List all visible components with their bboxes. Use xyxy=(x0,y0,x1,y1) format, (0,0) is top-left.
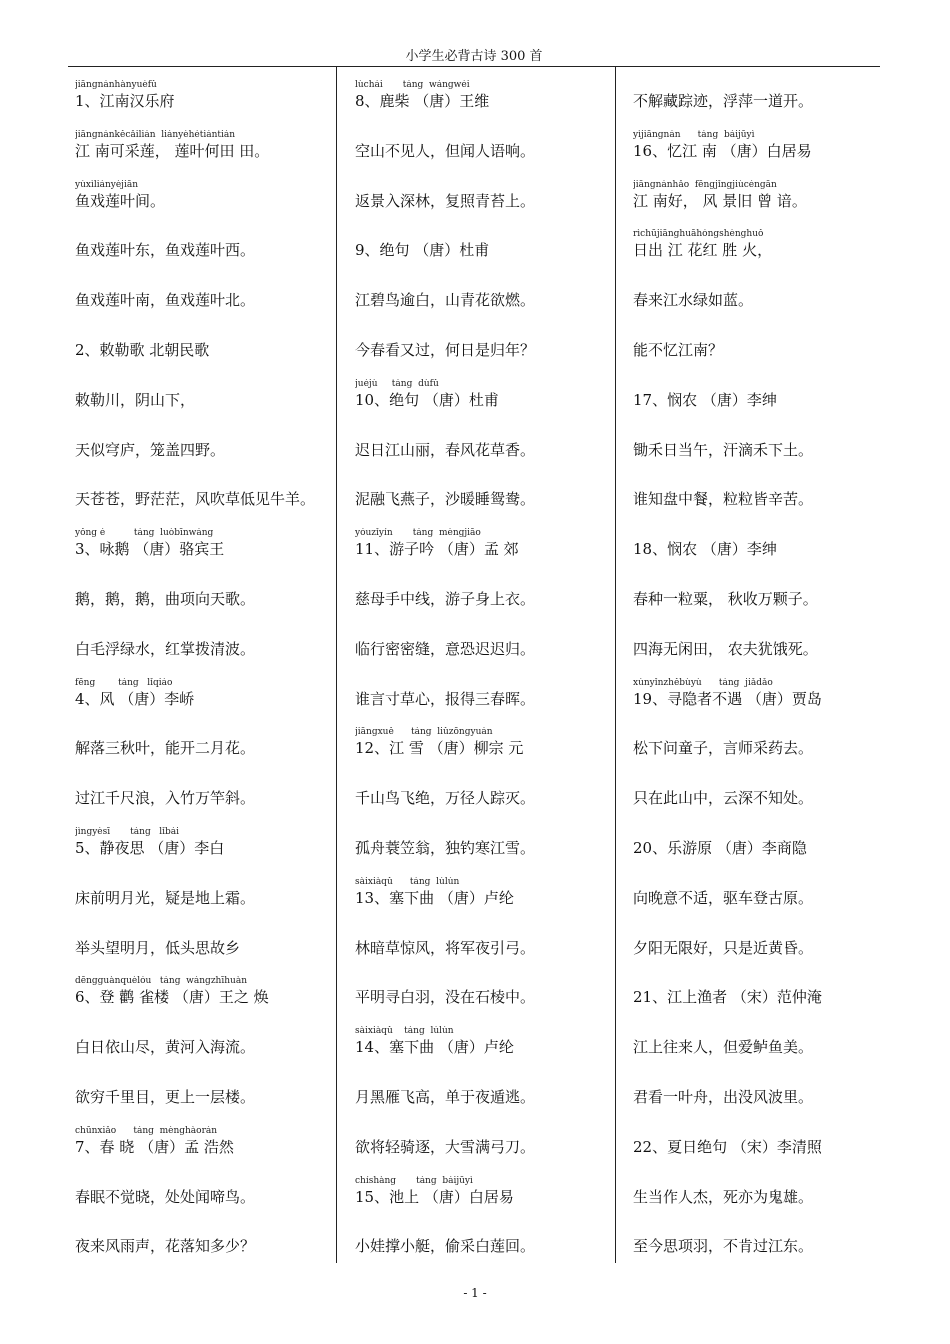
poem-title-text: 18、悯农 （唐）李绅 xyxy=(633,540,777,558)
pinyin-annotation: yúxìliányèjiān xyxy=(75,180,138,190)
poem-line-text: 白毛浮绿水，红掌拨清波。 xyxy=(75,640,256,658)
poem-line xyxy=(633,877,895,909)
poem-line-text: 谁知盘中餐，粒粒皆辛苦。 xyxy=(633,490,814,508)
poem-line xyxy=(75,1026,337,1058)
pinyin-annotation xyxy=(355,1126,617,1136)
pinyin-annotation xyxy=(75,478,337,488)
poem-line xyxy=(355,578,617,610)
poem-line-text: 小娃撑小艇，偷采白莲回。 xyxy=(355,1237,536,1255)
pinyin-annotation xyxy=(633,578,895,588)
pinyin-annotation: jiāngnánhǎo fēngjǐngjiùcéngān xyxy=(633,180,777,190)
poem-line-text: 解落三秋叶，能开二月花。 xyxy=(75,739,256,757)
page-header xyxy=(68,48,880,67)
pinyin-annotation: jiāngnánhànyuèfǔ xyxy=(75,80,157,90)
poem-line xyxy=(633,777,895,809)
poem-title-text: 12、江 雪 （唐）柳宗 元 xyxy=(355,739,524,757)
poem-line-text: 鹅，鹅，鹅，曲项向天歌。 xyxy=(75,590,256,608)
pinyin-annotation xyxy=(633,1026,895,1036)
pinyin-annotation: rìchūjiānghuāhóngshènghuǒ xyxy=(633,229,764,239)
pinyin-annotation xyxy=(75,1225,337,1235)
poem-line xyxy=(75,379,337,411)
pinyin-annotation xyxy=(355,180,617,190)
poem-line xyxy=(633,927,895,959)
poem-line xyxy=(355,628,617,660)
pinyin-annotation xyxy=(633,279,895,289)
pinyin-annotation xyxy=(355,628,617,638)
pinyin-annotation xyxy=(355,927,617,937)
poem-title-text: 21、江上渔者 （宋）范仲淹 xyxy=(633,988,822,1006)
poem-line-text: 春种一粒粟， 秋收万颗子。 xyxy=(633,590,818,608)
pinyin-annotation xyxy=(75,578,337,588)
poem-line-text: 林暗草惊风，将军夜引弓。 xyxy=(355,939,536,957)
pinyin-annotation xyxy=(633,628,895,638)
poem-title-text: 6、登 鹳 雀楼 （唐）王之 焕 xyxy=(75,988,269,1006)
pinyin-annotation: jiāngxuě táng liǔzōngyuán xyxy=(355,727,493,737)
poem-line-text: 夜来风雨声，花落知多少？ xyxy=(75,1237,256,1255)
poem-title xyxy=(75,528,337,560)
poem-title xyxy=(75,976,337,1008)
pinyin-annotation xyxy=(75,1176,337,1186)
pinyin-annotation xyxy=(75,1026,337,1036)
poem-title xyxy=(355,1026,617,1058)
poem-line-text: 今春看又过，何日是归年？ xyxy=(355,341,536,359)
poem-title xyxy=(75,1126,337,1158)
poem-line-text: 春眠不觉晓，处处闻啼鸟。 xyxy=(75,1188,256,1206)
poem-line-text: 床前明月光，疑是地上霜。 xyxy=(75,889,256,907)
poem-line xyxy=(633,1076,895,1108)
pinyin-annotation xyxy=(633,1126,895,1136)
page-number: - 1 - xyxy=(463,1286,487,1300)
poem-line-text: 夕阳无限好，只是近黄昏。 xyxy=(633,939,814,957)
poem-title-text: 15、池上 （唐）白居易 xyxy=(355,1188,514,1206)
poem-line-text: 锄禾日当午，汗滴禾下土。 xyxy=(633,441,814,459)
poem-title-text: 16、忆江 南 （唐）白居易 xyxy=(633,142,812,160)
poem-line-text: 江 南可采莲， 莲叶何田 田。 xyxy=(75,142,270,160)
poem-line xyxy=(75,279,337,311)
pinyin-annotation xyxy=(633,827,895,837)
poem-line-text: 平明寻白羽，没在石棱中。 xyxy=(355,988,536,1006)
poem-line xyxy=(355,1076,617,1108)
poem-line-text: 江碧鸟逾白，山青花欲燃。 xyxy=(355,291,536,309)
poem-line-text: 江 南好， 风 景旧 曾 谙。 xyxy=(633,192,807,210)
poem-line-text: 空山不见人，但闻人语响。 xyxy=(355,142,536,160)
poem-line-text: 敕勒川，阴山下， xyxy=(75,391,196,409)
poem-line xyxy=(633,180,895,212)
poem-line xyxy=(633,429,895,461)
poem-line xyxy=(633,578,895,610)
pinyin-annotation xyxy=(633,1076,895,1086)
pinyin-annotation: yóuzǐyín táng mèngjiāo xyxy=(355,528,481,538)
pinyin-annotation xyxy=(633,1225,895,1235)
poem-line xyxy=(355,130,617,162)
poem-title-text: 9、绝句 （唐）杜甫 xyxy=(355,241,490,259)
poem-title xyxy=(355,229,617,261)
pinyin-annotation: jìngyèsī táng lǐbái xyxy=(75,827,180,837)
poem-title-text: 14、塞下曲 （唐）卢纶 xyxy=(355,1038,514,1056)
pinyin-annotation xyxy=(355,678,617,688)
poem-line-text: 鱼戏莲叶间。 xyxy=(75,192,166,210)
pinyin-annotation xyxy=(75,777,337,787)
pinyin-annotation xyxy=(633,877,895,887)
pinyin-annotation xyxy=(75,229,337,239)
poem-title xyxy=(633,678,895,710)
poem-line xyxy=(355,329,617,361)
poem-line-text: 欲将轻骑逐，大雪满弓刀。 xyxy=(355,1138,536,1156)
poem-title xyxy=(75,827,337,859)
pinyin-annotation xyxy=(355,777,617,787)
poem-line xyxy=(75,1076,337,1108)
pinyin-annotation: lùchái táng wángwéi xyxy=(355,80,470,90)
poem-title-text: 13、塞下曲 （唐）卢纶 xyxy=(355,889,514,907)
poem-line-text: 泥融飞燕子，沙暖睡鸳鸯。 xyxy=(355,490,536,508)
pinyin-annotation xyxy=(75,329,337,339)
pinyin-annotation xyxy=(633,379,895,389)
poem-line xyxy=(633,279,895,311)
poem-title xyxy=(75,80,337,112)
pinyin-annotation xyxy=(355,130,617,140)
poem-line-text: 白日依山尽，黄河入海流。 xyxy=(75,1038,256,1056)
poem-line xyxy=(355,429,617,461)
poem-line-text: 天苍苍，野茫茫，风吹草低见牛羊。 xyxy=(75,490,316,508)
pinyin-annotation xyxy=(633,1176,895,1186)
poem-title-text: 22、夏日绝句 （宋）李清照 xyxy=(633,1138,822,1156)
poem-line-text: 江上往来人，但爱鲈鱼美。 xyxy=(633,1038,814,1056)
pinyin-annotation: chíshàng táng báijūyì xyxy=(355,1176,473,1186)
pinyin-annotation xyxy=(633,976,895,986)
pinyin-annotation xyxy=(75,927,337,937)
pinyin-annotation: fēng táng lǐqiáo xyxy=(75,678,173,688)
poem-line xyxy=(355,1225,617,1257)
poem-title xyxy=(633,827,895,859)
pinyin-annotation xyxy=(633,927,895,937)
poem-line-text: 日出 江 花红 胜 火， xyxy=(633,241,773,259)
poem-line-text: 生当作人杰，死亦为鬼雄。 xyxy=(633,1188,814,1206)
poem-title xyxy=(633,1126,895,1158)
pinyin-annotation xyxy=(355,329,617,339)
pinyin-annotation xyxy=(75,727,337,737)
poem-title-text: 19、寻隐者不遇 （唐）贾岛 xyxy=(633,690,822,708)
poem-line-text: 君看一叶舟，出没风波里。 xyxy=(633,1088,814,1106)
pinyin-annotation: juéjù táng dùfǔ xyxy=(355,379,439,389)
pinyin-annotation xyxy=(355,976,617,986)
pinyin-annotation xyxy=(633,727,895,737)
poem-line xyxy=(75,927,337,959)
poem-line xyxy=(633,80,895,112)
poem-line xyxy=(633,478,895,510)
pinyin-annotation xyxy=(633,329,895,339)
poem-title-text: 20、乐游原 （唐）李商隐 xyxy=(633,839,807,857)
poem-line-text: 临行密密缝，意恐迟迟归。 xyxy=(355,640,536,658)
pinyin-annotation: xúnyǐnzhěbùyù táng jiǎdǎo xyxy=(633,678,773,688)
poem-line-text: 迟日江山丽，春风花草香。 xyxy=(355,441,536,459)
pinyin-annotation xyxy=(355,1076,617,1086)
pinyin-annotation xyxy=(355,578,617,588)
poem-title xyxy=(633,528,895,560)
pinyin-annotation: dēngguànquèlóu táng wángzhīhuàn xyxy=(75,976,247,986)
poem-line-text: 慈母手中线，游子身上衣。 xyxy=(355,590,536,608)
poem-line xyxy=(75,628,337,660)
pinyin-annotation xyxy=(75,877,337,887)
poem-title-text: 11、游子吟 （唐）孟 郊 xyxy=(355,540,519,558)
poem-title xyxy=(75,678,337,710)
pinyin-annotation: chūnxiǎo táng mènghàorán xyxy=(75,1126,218,1136)
pinyin-annotation xyxy=(633,528,895,538)
pinyin-annotation: sàixiàqǔ táng lúlún xyxy=(355,877,460,887)
poem-line-text: 谁言寸草心，报得三春晖。 xyxy=(355,690,536,708)
poem-line-text: 欲穷千里目，更上一层楼。 xyxy=(75,1088,256,1106)
poem-line xyxy=(75,180,337,212)
pinyin-annotation xyxy=(355,279,617,289)
pinyin-annotation xyxy=(75,279,337,289)
poem-line-text: 不解藏踪迹，浮萍一道开。 xyxy=(633,92,814,110)
poem-title-text: 17、悯农 （唐）李绅 xyxy=(633,391,777,409)
pinyin-annotation xyxy=(75,1076,337,1086)
poem-title-text: 1、江南汉乐府 xyxy=(75,92,175,110)
poem-title-text: 7、春 晓 （唐）孟 浩然 xyxy=(75,1138,234,1156)
poem-title xyxy=(355,80,617,112)
poem-line-text: 只在此山中，云深不知处。 xyxy=(633,789,814,807)
pinyin-annotation xyxy=(633,80,895,90)
poem-title xyxy=(355,877,617,909)
poem-line-text: 能不忆江南？ xyxy=(633,341,724,359)
pinyin-annotation xyxy=(75,628,337,638)
poem-line-text: 鱼戏莲叶南，鱼戏莲叶北。 xyxy=(75,291,256,309)
poem-line xyxy=(633,229,895,261)
poem-line-text: 至今思项羽，不肯过江东。 xyxy=(633,1237,814,1255)
pinyin-annotation xyxy=(633,478,895,488)
poem-line xyxy=(355,678,617,710)
poem-line xyxy=(633,727,895,759)
poem-line-text: 鱼戏莲叶东，鱼戏莲叶西。 xyxy=(75,241,256,259)
poem-line xyxy=(633,1176,895,1208)
poem-line-text: 返景入深林，复照青苔上。 xyxy=(355,192,536,210)
poem-title-text: 3、咏鹅 （唐）骆宾王 xyxy=(75,540,225,558)
poem-title xyxy=(633,976,895,1008)
poem-line-text: 天似穹庐，笼盖四野。 xyxy=(75,441,226,459)
poem-line xyxy=(75,578,337,610)
poem-line xyxy=(75,877,337,909)
poem-line xyxy=(75,1225,337,1257)
poem-title xyxy=(355,528,617,560)
poem-line xyxy=(355,279,617,311)
poem-line xyxy=(355,1126,617,1158)
poem-line xyxy=(75,130,337,162)
poem-line-text: 月黑雁飞高，单于夜遁逃。 xyxy=(355,1088,536,1106)
poem-line xyxy=(75,1176,337,1208)
poem-line-text: 松下问童子，言师采药去。 xyxy=(633,739,814,757)
poem-line-text: 举头望明月，低头思故乡 xyxy=(75,939,241,957)
poem-line-text: 孤舟蓑笠翁，独钓寒江雪。 xyxy=(355,839,536,857)
poem-title-text: 2、敕勒歌 北朝民歌 xyxy=(75,341,210,359)
poem-line xyxy=(75,777,337,809)
pinyin-annotation: yìjiāngnán táng báijūyì xyxy=(633,130,755,140)
pinyin-annotation xyxy=(355,827,617,837)
poem-line xyxy=(75,429,337,461)
poem-title xyxy=(355,727,617,759)
poem-line xyxy=(75,478,337,510)
poem-title xyxy=(355,379,617,411)
pinyin-annotation xyxy=(355,229,617,239)
poem-line-text: 过江千尺浪，入竹万竿斜。 xyxy=(75,789,256,807)
poem-line xyxy=(355,976,617,1008)
poem-line xyxy=(355,827,617,859)
pinyin-annotation xyxy=(75,379,337,389)
poem-line xyxy=(355,180,617,212)
poem-title-text: 5、静夜思 （唐）李白 xyxy=(75,839,225,857)
pinyin-annotation: jiāngnánkěcǎilián liányèhétiántián xyxy=(75,130,236,140)
poem-line xyxy=(633,1026,895,1058)
poem-line xyxy=(355,927,617,959)
poem-line xyxy=(75,727,337,759)
poem-title-text: 10、绝句 （唐）杜甫 xyxy=(355,391,499,409)
poem-line xyxy=(633,1225,895,1257)
page-footer xyxy=(0,1286,950,1300)
poem-line xyxy=(633,628,895,660)
poem-title-text: 4、风 （唐）李峤 xyxy=(75,690,195,708)
pinyin-annotation xyxy=(75,429,337,439)
page-header-title: 小学生必背古诗 300 首 xyxy=(405,49,543,64)
poem-title xyxy=(633,379,895,411)
poem-title xyxy=(355,1176,617,1208)
pinyin-annotation xyxy=(355,1225,617,1235)
poem-title xyxy=(75,329,337,361)
pinyin-annotation xyxy=(355,478,617,488)
pinyin-annotation xyxy=(633,777,895,787)
pinyin-annotation xyxy=(355,429,617,439)
poem-title-text: 8、鹿柴 （唐）王维 xyxy=(355,92,490,110)
poem-line xyxy=(355,478,617,510)
poem-line-text: 千山鸟飞绝，万径人踪灭。 xyxy=(355,789,536,807)
poem-line xyxy=(355,777,617,809)
poem-title xyxy=(633,130,895,162)
poem-line-text: 四海无闲田， 农夫犹饿死。 xyxy=(633,640,818,658)
pinyin-annotation: yǒng é táng luòbīnwáng xyxy=(75,528,214,538)
poem-line xyxy=(75,229,337,261)
pinyin-annotation xyxy=(633,429,895,439)
poem-line-text: 春来江水绿如蓝。 xyxy=(633,291,754,309)
poem-line xyxy=(633,329,895,361)
poem-line-text: 向晚意不适，驱车登古原。 xyxy=(633,889,814,907)
pinyin-annotation: sàixiàqǔ táng lúlún xyxy=(355,1026,454,1036)
